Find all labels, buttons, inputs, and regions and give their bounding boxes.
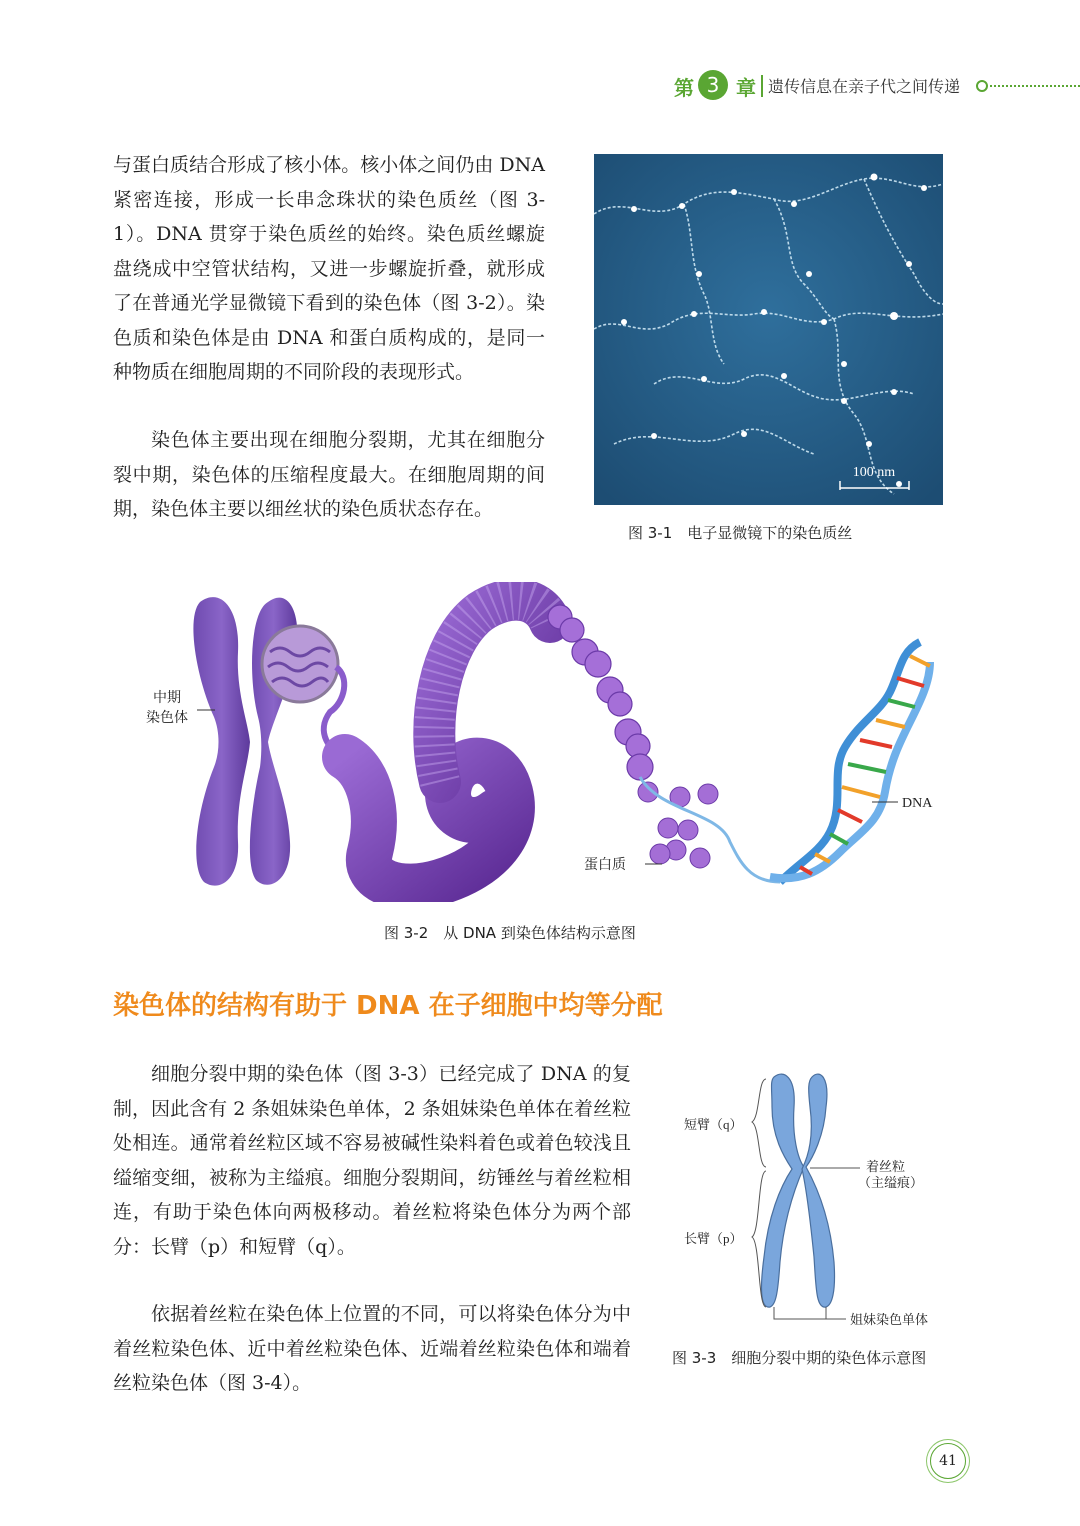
page-number: 41 (930, 1443, 966, 1479)
paragraph-centromere-types: 依据着丝粒在染色体上位置的不同，可以将染色体分为中着丝粒染色体、近中着丝粒染色体、近端着丝粒染色体和端着丝粒染色体（图 3-4）。 (113, 1303, 631, 1394)
section-title: 染色体的结构有助于 DNA 在子细胞中均等分配 (113, 991, 663, 1021)
chapter-header (668, 70, 1080, 104)
header-dotted-rule (990, 85, 1080, 87)
label-protein: 蛋白质 (584, 858, 626, 873)
short-arm-brace (752, 1079, 766, 1167)
label-dna: DNA (902, 796, 933, 811)
histone-proteins (638, 782, 718, 868)
chapter-prefix: 第 (674, 76, 694, 100)
figure-3-2-dna-to-chromosome (140, 582, 940, 902)
paragraph-metaphase-chromosome: 细胞分裂中期的染色体（图 3-3）已经完成了 DNA 的复制，因此含有 2 条姐妹染色单体，2 条姐妹染色单体在着丝粒处相连。通常着丝粒区域不容易被碱性染料着色或着色较浅且缢缩变细，被称为主缢痕。细胞分裂期间，纺锤丝与着丝粒相连，有助于染色体向两极移动。着丝粒将染色体分为两个部分：长臂（p）和短臂（q）。 (113, 1063, 631, 1258)
label-short-arm: 短臂（q） (684, 1117, 743, 1132)
nucleosome-clusters (548, 605, 653, 780)
chapter-number-badge: 3 (698, 70, 728, 100)
figure-3-2-caption: 图 3-2 从 DNA 到染色体结构示意图 (384, 924, 636, 942)
header-circle-ornament (976, 80, 988, 92)
figure-3-3-chromosome-schematic (680, 1067, 960, 1339)
chapter-title: 遗传信息在亲子代之间传递 (768, 77, 961, 96)
label-centromere-sub: （主缢痕） (858, 1175, 924, 1190)
paragraph-chromatin: 与蛋白质结合形成了核小体。核小体之间仍由 DNA 紧密连接，形成一长串念珠状的染色质丝（图 3-1）。DNA 贯穿于染色质丝的始终。染色质丝螺旋盘绕成中空管状结构，又进一步螺旋折叠，就形成了在普通光学显微镜下看到的染色体（图 3-2）。染色质和染色体是由 DNA 和蛋白质构成的，是同一种物质在细胞周期的不同阶段的表现形式。 (113, 154, 545, 383)
label-metaphase-chromosome: 中期染色体 (146, 691, 188, 726)
figure-3-3-caption: 图 3-3 细胞分裂中期的染色体示意图 (672, 1349, 927, 1367)
chapter-suffix: 章 (736, 76, 756, 100)
header-divider (761, 75, 763, 97)
paragraph-division-phase: 染色体主要出现在细胞分裂期，尤其在细胞分裂中期，染色体的压缩程度最大。在细胞周期的间期，染色体主要以细丝状的染色质状态存在。 (113, 429, 545, 520)
dna-double-helix (770, 642, 930, 882)
figure-3-1-micrograph (594, 154, 943, 505)
label-long-arm: 长臂（p） (684, 1231, 743, 1246)
figure-3-1-caption: 图 3-1 电子显微镜下的染色质丝 (628, 524, 853, 542)
scale-bar-label: 100 nm (852, 465, 896, 480)
label-sister-chromatids: 姐妹染色单体 (850, 1312, 929, 1327)
sister-chromatids (762, 1074, 835, 1307)
label-centromere: 着丝粒 (866, 1159, 906, 1174)
